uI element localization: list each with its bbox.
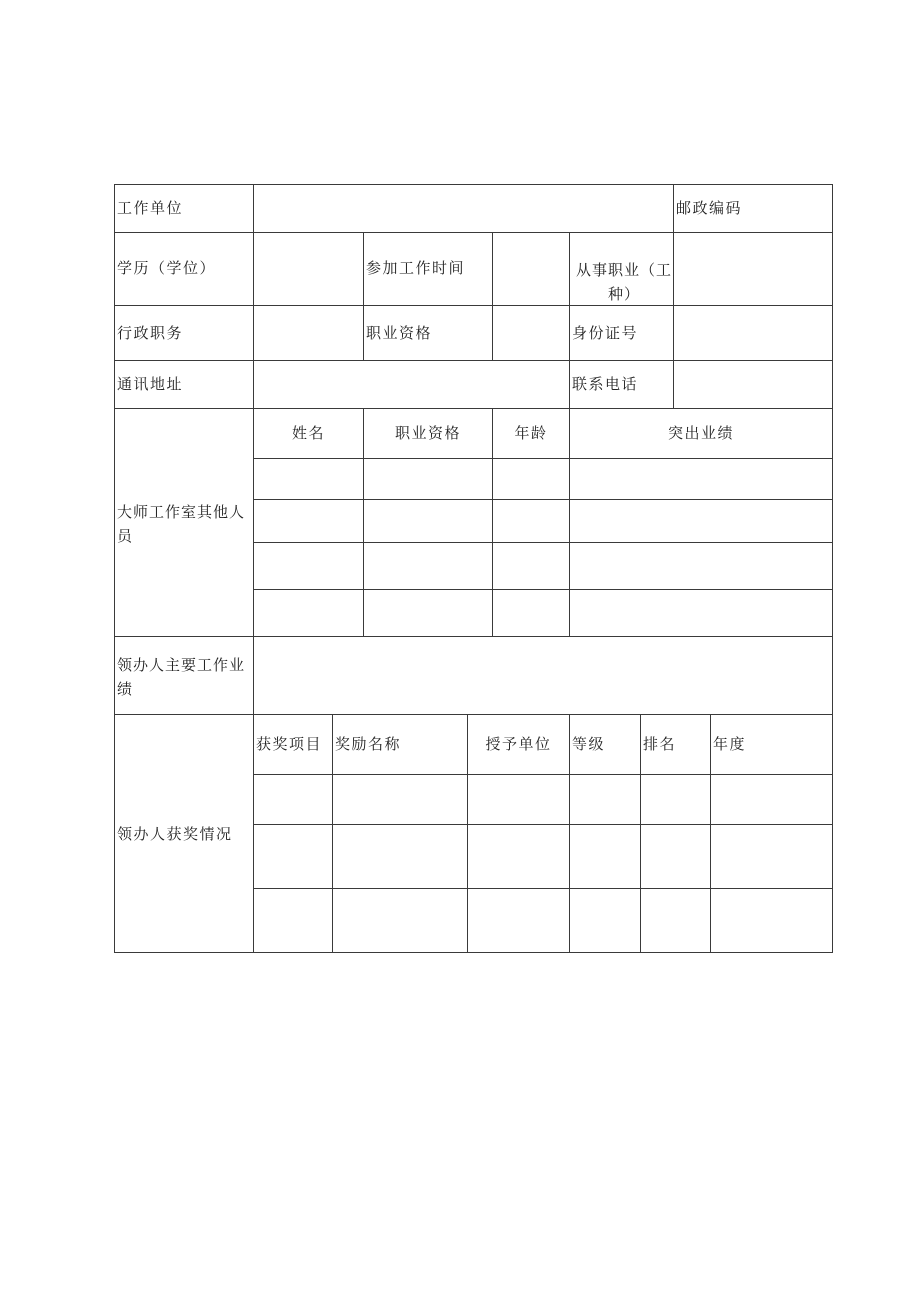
leader-achievements-field[interactable] <box>254 637 832 714</box>
education-label: 学历（学位） <box>117 259 217 277</box>
occupation-field[interactable] <box>674 233 832 305</box>
members-header-achievements: 突出业绩 <box>667 424 734 442</box>
admin-post-label: 行政职务 <box>117 324 184 342</box>
address-label: 通讯地址 <box>117 375 184 393</box>
awards-header-granting-unit: 授予单位 <box>485 735 552 753</box>
vocational-qual-label: 职业资格 <box>366 324 433 342</box>
awards-header-project: 获奖项目 <box>256 735 323 753</box>
col-line <box>673 184 674 232</box>
col-line <box>363 232 364 360</box>
col-line <box>569 232 570 408</box>
table-border-left <box>114 184 115 953</box>
postal-code-label: 邮政编码 <box>676 199 743 217</box>
row-line <box>114 408 833 409</box>
row-line <box>253 589 833 590</box>
members-header-age: 年龄 <box>514 424 548 442</box>
table-border-bottom <box>114 952 833 953</box>
table-border-right <box>832 184 833 953</box>
id-number-field[interactable] <box>674 306 832 360</box>
phone-label: 联系电话 <box>572 375 639 393</box>
col-line <box>640 714 641 953</box>
work-unit-field[interactable] <box>254 185 673 232</box>
row-line <box>114 714 833 715</box>
members-header-qualification: 职业资格 <box>394 424 461 442</box>
id-number-label: 身份证号 <box>572 324 639 342</box>
occupation-label: 从事职业（工种） <box>575 261 672 303</box>
members-header-name: 姓名 <box>291 424 325 442</box>
awards-header-rank: 排名 <box>643 735 677 753</box>
education-field[interactable] <box>254 233 363 305</box>
col-line <box>710 714 711 953</box>
admin-post-field[interactable] <box>254 306 363 360</box>
row-line <box>253 499 833 500</box>
studio-members-label: 大师工作室其他人员 <box>117 503 246 545</box>
row-line <box>253 774 833 775</box>
phone-field[interactable] <box>674 361 832 408</box>
work-start-label: 参加工作时间 <box>366 259 466 277</box>
leader-awards-label: 领办人获奖情况 <box>117 825 233 843</box>
row-line <box>253 542 833 543</box>
col-line <box>569 714 570 953</box>
col-line <box>332 714 333 953</box>
work-unit-label: 工作单位 <box>117 199 184 217</box>
work-start-field[interactable] <box>493 233 569 305</box>
awards-header-award-name: 奖励名称 <box>335 735 402 753</box>
row-line <box>253 824 833 825</box>
awards-header-grade: 等级 <box>572 735 606 753</box>
postal-code-field[interactable] <box>744 185 832 232</box>
vocational-qual-field[interactable] <box>493 306 569 360</box>
address-field[interactable] <box>254 361 569 408</box>
leader-achievements-label: 领办人主要工作业绩 <box>117 656 246 698</box>
row-line <box>253 458 833 459</box>
awards-header-year: 年度 <box>713 735 747 753</box>
row-line <box>253 888 833 889</box>
